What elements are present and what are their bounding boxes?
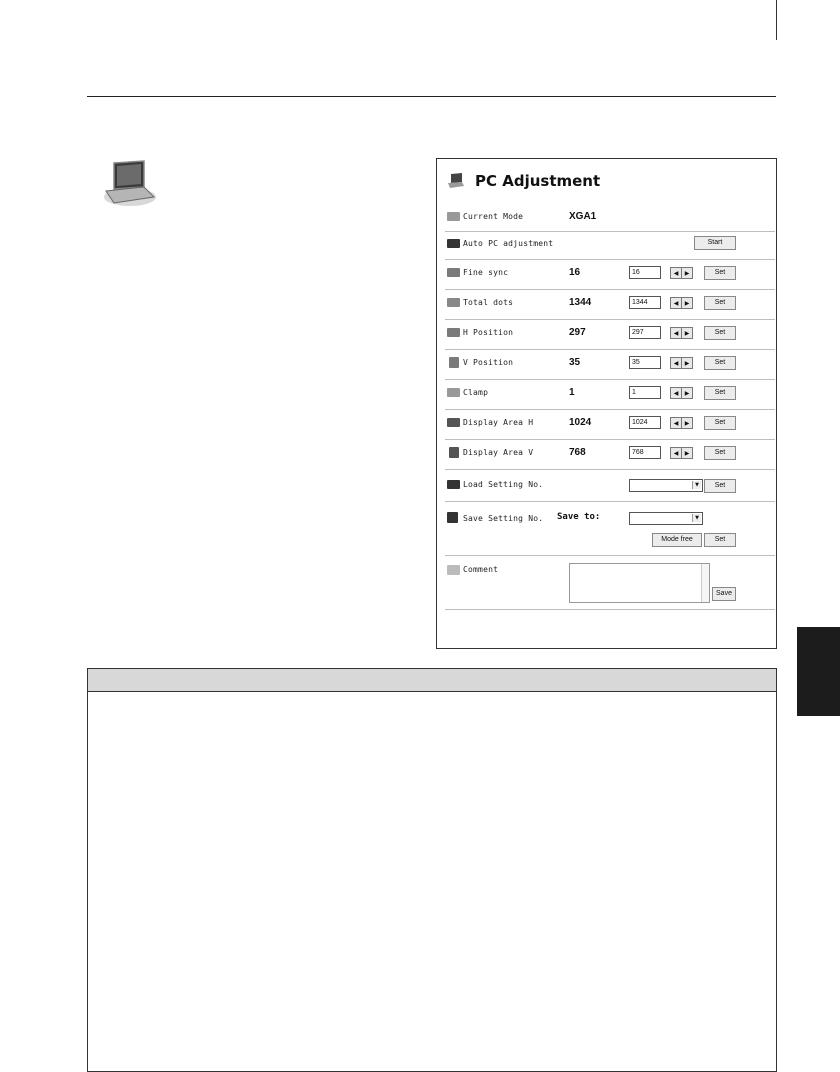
save-setting-select[interactable] — [629, 512, 703, 525]
load-icon — [447, 480, 460, 489]
comment-textarea[interactable] — [569, 563, 710, 603]
current-mode-label: Current Mode — [463, 212, 524, 221]
display-area-h-set-button[interactable]: Set — [704, 416, 736, 430]
display-area-h-label: Display Area H — [463, 418, 534, 427]
row-comment — [445, 555, 775, 610]
pc-adjustment-icon — [447, 173, 465, 189]
load-setting-set-button[interactable]: Set — [704, 479, 736, 493]
row-h-position — [445, 319, 775, 350]
increase-arrow-icon[interactable]: ▶ — [681, 417, 693, 429]
h-position-value: 297 — [569, 327, 586, 338]
h-position-label: H Position — [463, 328, 514, 337]
decrease-arrow-icon[interactable]: ◀ — [670, 447, 682, 459]
decrease-arrow-icon[interactable]: ◀ — [670, 417, 682, 429]
pc-adjustment-panel — [436, 158, 777, 649]
panel-header — [447, 169, 600, 193]
chevron-down-icon: ▼ — [692, 481, 701, 489]
display-area-h-icon — [447, 418, 460, 427]
increase-arrow-icon[interactable]: ▶ — [681, 267, 693, 279]
top-rule — [87, 96, 776, 97]
v-position-input[interactable]: 35 — [629, 356, 661, 369]
save-to-label: Save to: — [557, 512, 601, 522]
fine-sync-label: Fine sync — [463, 268, 509, 277]
row-display-area-v — [445, 439, 775, 470]
comment-label: Comment — [463, 565, 499, 574]
start-button[interactable]: Start — [694, 236, 736, 250]
auto-pc-adjustment-label: Auto PC adjustment — [463, 239, 554, 248]
v-position-value: 35 — [569, 357, 581, 368]
display-area-h-value: 1024 — [569, 417, 592, 428]
edge-rule — [776, 0, 777, 40]
current-mode-value: XGA1 — [569, 211, 597, 222]
load-setting-label: Load Setting No. — [463, 480, 544, 489]
fine-sync-icon — [447, 268, 460, 277]
row-save-setting — [445, 501, 775, 556]
total-dots-icon — [447, 298, 460, 307]
increase-arrow-icon[interactable]: ▶ — [681, 357, 693, 369]
row-display-area-h — [445, 409, 775, 440]
save-setting-label: Save Setting No. — [463, 514, 544, 523]
decrease-arrow-icon[interactable]: ◀ — [670, 267, 682, 279]
fine-sync-set-button[interactable]: Set — [704, 266, 736, 280]
auto-icon — [447, 239, 460, 248]
display-area-v-label: Display Area V — [463, 448, 534, 457]
v-position-label: V Position — [463, 358, 514, 367]
increase-arrow-icon[interactable]: ▶ — [681, 297, 693, 309]
comment-icon — [447, 565, 460, 575]
decrease-arrow-icon[interactable]: ◀ — [670, 387, 682, 399]
chapter-tab — [797, 627, 840, 716]
h-position-input[interactable]: 297 — [629, 326, 661, 339]
v-position-icon — [449, 357, 459, 368]
h-position-set-button[interactable]: Set — [704, 326, 736, 340]
decrease-arrow-icon[interactable]: ◀ — [670, 357, 682, 369]
comment-save-button[interactable]: Save — [712, 587, 736, 601]
floppy-disk-icon — [447, 512, 458, 523]
row-clamp — [445, 379, 775, 410]
row-v-position — [445, 349, 775, 380]
row-auto-pc-adjustment — [445, 231, 775, 260]
notes-box — [87, 668, 777, 1072]
total-dots-value: 1344 — [569, 297, 592, 308]
mode-icon — [447, 212, 460, 221]
fine-sync-value: 16 — [569, 267, 581, 278]
mode-free-button[interactable]: Mode free — [652, 533, 702, 547]
h-position-icon — [447, 328, 460, 337]
row-current-mode — [445, 201, 775, 232]
display-area-v-value: 768 — [569, 447, 586, 458]
total-dots-label: Total dots — [463, 298, 514, 307]
total-dots-input[interactable]: 1344 — [629, 296, 661, 309]
display-area-v-icon — [449, 447, 459, 458]
display-area-v-set-button[interactable]: Set — [704, 446, 736, 460]
increase-arrow-icon[interactable]: ▶ — [681, 387, 693, 399]
clamp-label: Clamp — [463, 388, 489, 397]
clamp-value: 1 — [569, 387, 575, 398]
display-area-h-input[interactable]: 1024 — [629, 416, 661, 429]
panel-title: PC Adjustment — [475, 172, 601, 190]
clamp-input[interactable]: 1 — [629, 386, 661, 399]
comment-scrollbar[interactable] — [701, 564, 709, 602]
total-dots-set-button[interactable]: Set — [704, 296, 736, 310]
row-total-dots — [445, 289, 775, 320]
display-area-v-input[interactable]: 768 — [629, 446, 661, 459]
row-fine-sync — [445, 259, 775, 290]
fine-sync-input[interactable]: 16 — [629, 266, 661, 279]
notes-box-header — [88, 669, 776, 692]
clamp-icon — [447, 388, 460, 397]
v-position-set-button[interactable]: Set — [704, 356, 736, 370]
decrease-arrow-icon[interactable]: ◀ — [670, 327, 682, 339]
load-setting-select[interactable] — [629, 479, 703, 492]
save-setting-set-button[interactable]: Set — [704, 533, 736, 547]
decrease-arrow-icon[interactable]: ◀ — [670, 297, 682, 309]
laptop-icon — [100, 157, 158, 209]
increase-arrow-icon[interactable]: ▶ — [681, 327, 693, 339]
row-load-setting — [445, 469, 775, 502]
chevron-down-icon: ▼ — [692, 514, 701, 522]
clamp-set-button[interactable]: Set — [704, 386, 736, 400]
increase-arrow-icon[interactable]: ▶ — [681, 447, 693, 459]
